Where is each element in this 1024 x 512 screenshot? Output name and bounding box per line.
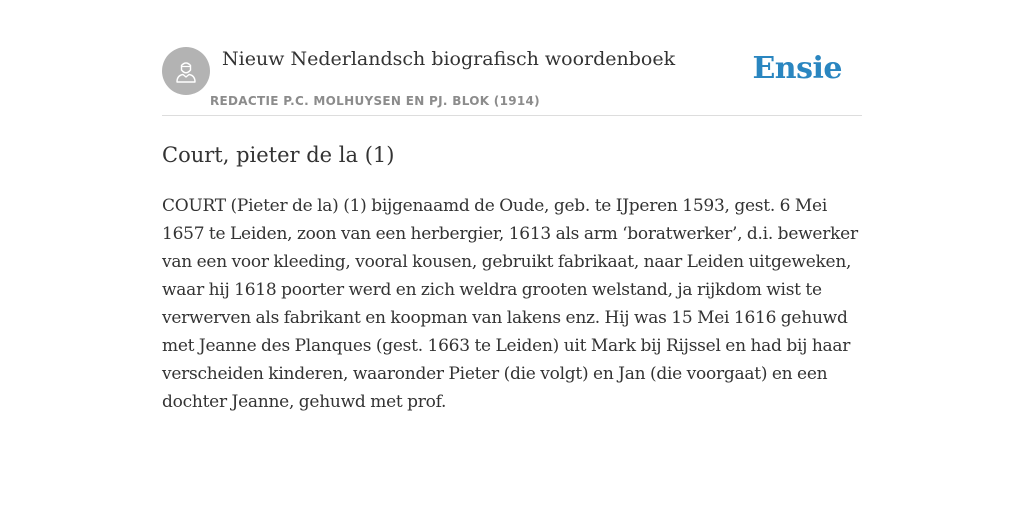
book-editors: REDACTIE P.C. MOLHUYSEN EN PJ. BLOK (1914)	[210, 94, 540, 108]
ensie-logo[interactable]: Ensie	[752, 51, 842, 86]
avatar[interactable]	[162, 47, 210, 95]
entry-body: COURT (Pieter de la) (1) bijgenaamd de Oude, geb. te IJperen 1593, gest. 6 Mei 1657 te Leiden, zoon van een herbergier, 1613 als arm ‘boratwerker’, d.i. bewerker van een voor kleeding, vooral kousen, gebruikt fabrikaat, naar Leiden uitgeweken, waar hij 1618 poorter werd en zich weldra grooten welstand, ja rijkdom wist te verwerven als fabrikant en koopman van lakens enz. Hij was 15 Mei 1616 gehuwd met Jeanne des Planques (gest. 1663 te Leiden) uit Mark bij Rijssel en had bij haar verscheiden kinderen, waaronder Pieter (die volgt) en Jan (die voorgaat) en een dochter Jeanne, gehuwd met prof.	[162, 196, 858, 412]
page	[162, 0, 862, 416]
book-title[interactable]: Nieuw Nederlandsch biografisch woordenboek	[222, 48, 676, 70]
entry-title: Court, pieter de la (1)	[162, 143, 395, 167]
user-icon	[172, 57, 200, 85]
book-header	[162, 47, 862, 116]
